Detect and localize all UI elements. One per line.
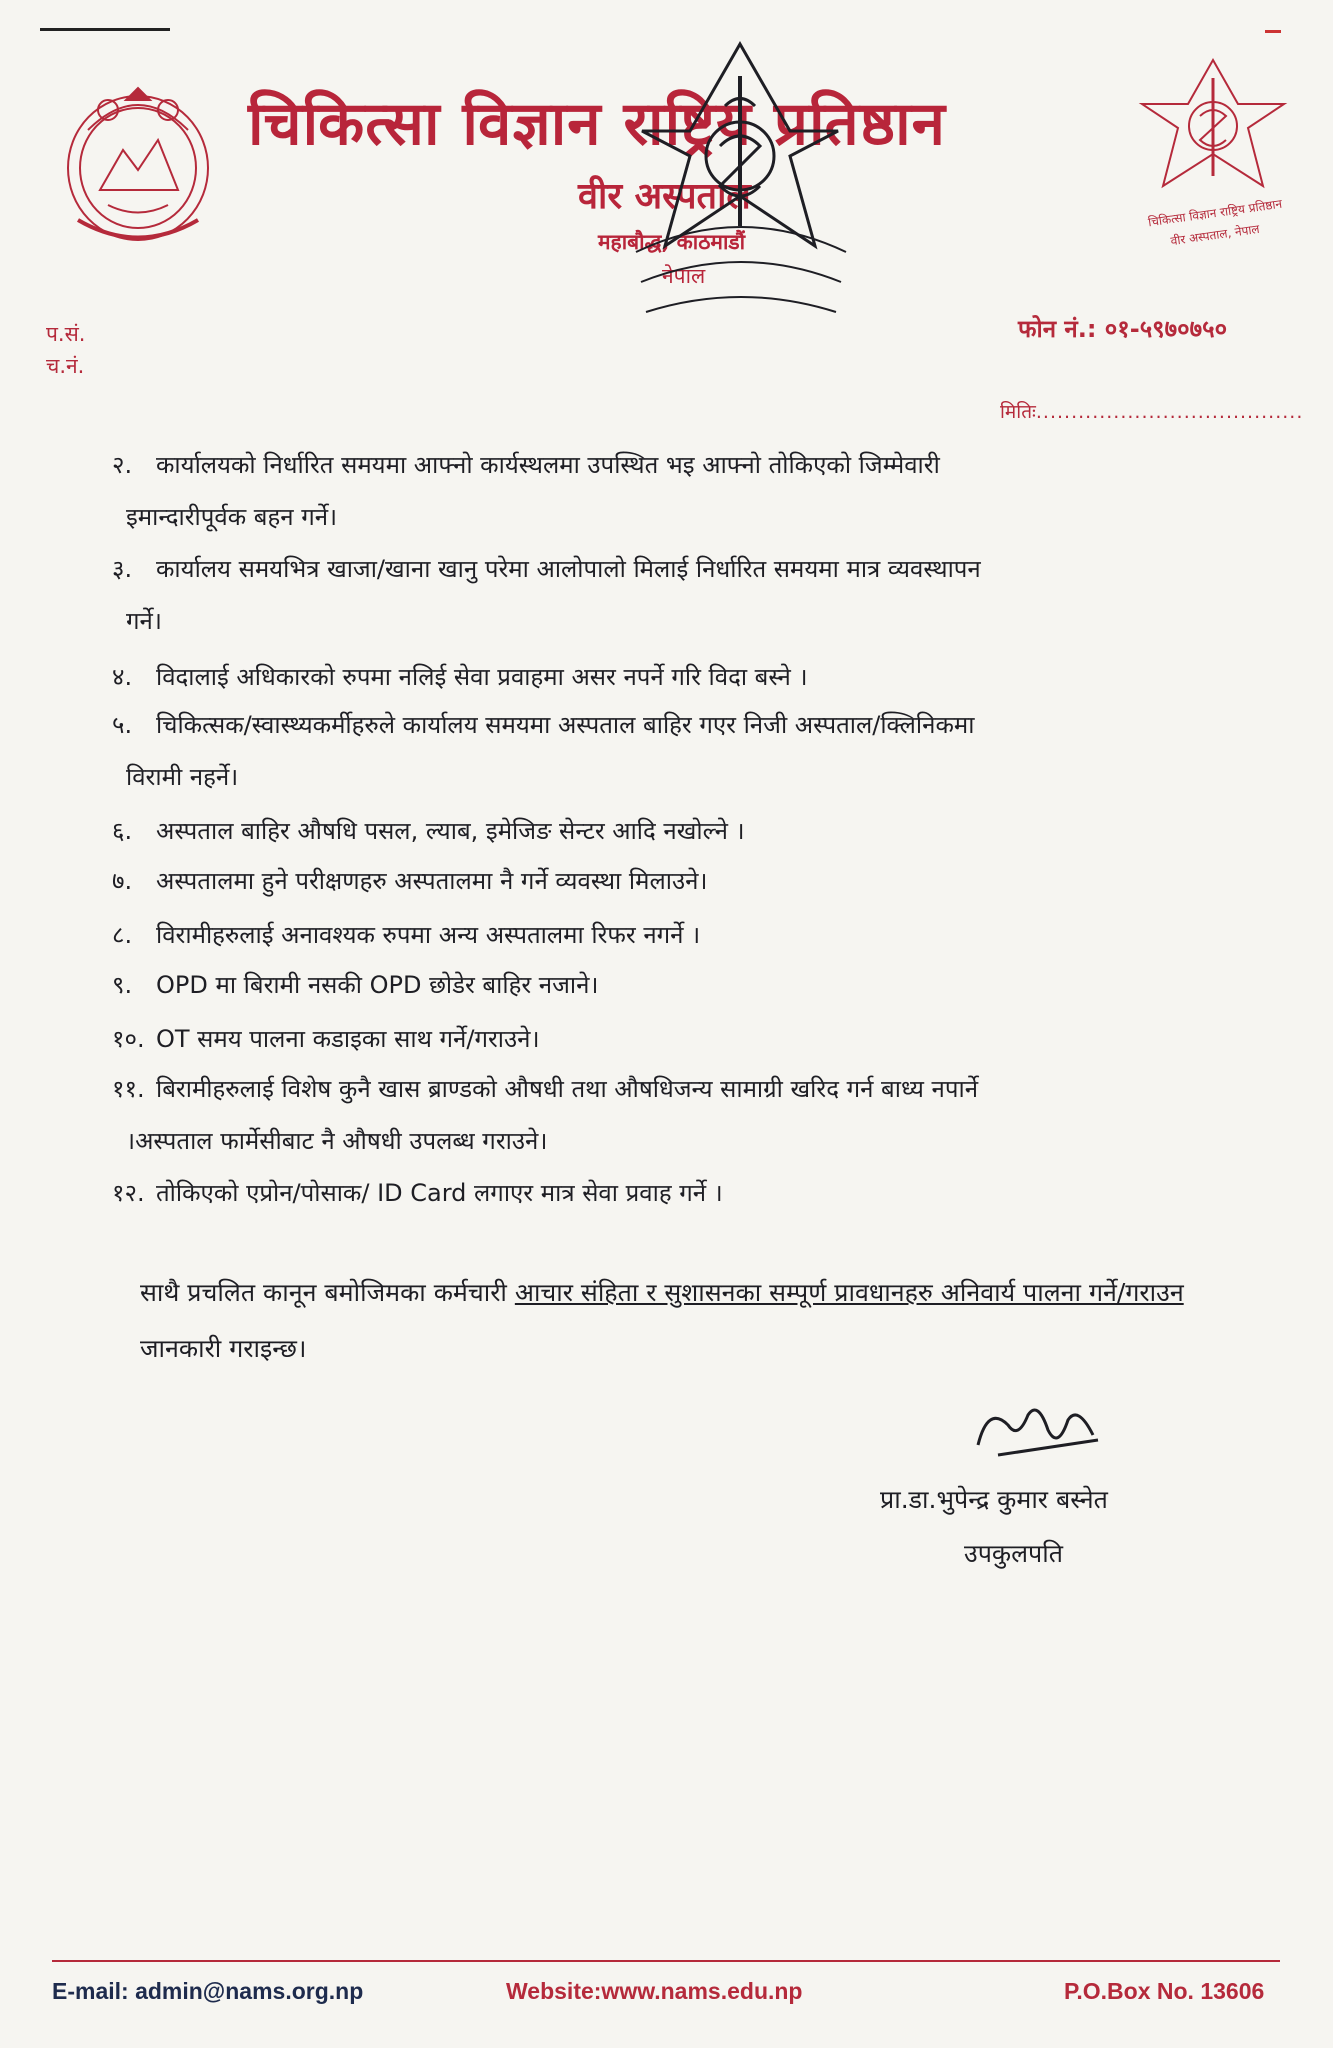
point-text: OPD मा बिरामी नसकी OPD छोडेर बाहिर नजाने। [156,971,599,999]
list-item [112,922,1192,948]
point-number: ४. [112,663,133,691]
point-number: ५. [112,711,133,739]
list-item [112,1180,1192,1206]
point-text-continued: विरामी नहर्ने। [126,763,239,791]
closing-underlined-text: आचार संहिता र सुशासनका सम्पूर्ण प्रावधानहरु अनिवार्य पालना गर्ने/गराउन [514,1278,1184,1307]
footer-website: Website:www.nams.edu.np [506,1978,803,2004]
list-item [112,452,1192,530]
right-emblem-caption: चिकित्सा विज्ञान राष्ट्रिय प्रतिष्ठान [1147,196,1283,230]
point-text-continued: इमान्दारीपूर्वक बहन गर्ने। [126,503,338,531]
list-item [112,1076,1192,1154]
corner-mark [40,28,170,31]
footer-divider [52,1960,1280,1962]
list-item [112,972,1192,998]
right-emblem-subcaption: वीर अस्पताल, नेपाल [1169,221,1261,249]
point-text: अस्पतालमा हुने परीक्षणहरु अस्पतालमा नै गर्ने व्यवस्था मिलाउने। [156,867,708,895]
date-blank: ...................................... [1035,401,1304,423]
point-text: बिरामीहरुलाई विशेष कुनै खास ब्राण्डको औषधी तथा औषधिजन्य सामाग्री खरिद गर्न बाध्य नपार्ने [156,1075,979,1103]
signatory-name: प्रा.डा.भुपेन्द्र कुमार बस्नेत [880,1485,1108,1514]
list-item [112,868,1192,894]
list-item [112,1026,1192,1052]
point-text: कार्यालयको निर्धारित समयमा आफ्नो कार्यस्थलमा उपस्थित भइ आफ्नो तोकिएको जिम्मेवारी [156,451,940,479]
closing-paragraph [140,1265,1200,1377]
footer-pobox: P.O.Box No. 13606 [1064,1978,1265,2004]
signature-scribble-icon [968,1395,1108,1470]
date-label: मितिः [1000,401,1036,423]
point-number: ११. [112,1075,145,1103]
list-item [112,818,1192,844]
hospital-address: महाबौद्ध, काठमाडौं [598,230,746,254]
nepal-coat-of-arms-icon [48,70,228,255]
phone-number: फोन नं.: ०१-५९७०७५० [1018,315,1228,343]
point-text: अस्पताल बाहिर औषधि पसल, ल्याब, इमेजिङ सेन्टर आदि नखोल्ने । [156,817,745,845]
point-text: कार्यालय समयभित्र खाजा/खाना खानु परेमा आलोपालो मिलाई निर्धारित समयमा मात्र व्यवस्थापन [156,555,981,583]
date-field [1000,398,1303,424]
point-number: ६. [112,817,133,845]
footer-email: E-mail: admin@nams.org.np [52,1978,364,2004]
list-item [112,712,1192,790]
hospital-country: नेपाल [662,264,706,288]
hospital-name: वीर अस्पताल [578,176,751,217]
point-number: २. [112,451,133,479]
point-text: OT समय पालना कडाइका साथ गर्ने/गराउने। [156,1025,540,1053]
point-text-continued: ।अस्पताल फार्मेसीबाट नै औषधी उपलब्ध गराउने। [126,1127,548,1155]
nams-red-star-emblem-icon [1138,56,1288,196]
closing-text-end: जानकारी गराइन्छ। [140,1334,307,1363]
dispatch-number-label: च.नं. [46,354,85,378]
point-text: तोकिएको एप्रोन/पोसाक/ ID Card लगाएर मात्र सेवा प्रवाह गर्ने । [156,1179,723,1207]
signatory-title: उपकुलपति [964,1539,1063,1568]
list-item [112,664,1192,690]
official-stamp-icon [616,212,866,342]
point-number: १०. [112,1025,145,1053]
list-item [112,556,1192,634]
point-number: ८. [112,921,133,949]
point-text-continued: गर्ने। [126,607,162,635]
corner-dash [1265,30,1281,33]
point-number: १२. [112,1179,145,1207]
reference-number-label: प.सं. [46,322,86,346]
point-number: ९. [112,971,133,999]
closing-text: साथै प्रचलित कानून बमोजिमका कर्मचारी [140,1278,515,1307]
point-text: विदालाई अधिकारको रुपमा नलिई सेवा प्रवाहमा असर नपर्ने गरि विदा बस्ने । [156,663,808,691]
point-text: विरामीहरुलाई अनावश्यक रुपमा अन्य अस्पतालमा रिफर नगर्ने । [156,921,701,949]
institution-title: चिकित्सा विज्ञान राष्ट्रिय प्रतिष्ठान [248,89,946,159]
point-text: चिकित्सक/स्वास्थ्यकर्मीहरुले कार्यालय समयमा अस्पताल बाहिर गएर निजी अस्पताल/क्लिनिकमा [156,711,975,739]
point-number: ३. [112,555,133,583]
point-number: ७. [112,867,133,895]
